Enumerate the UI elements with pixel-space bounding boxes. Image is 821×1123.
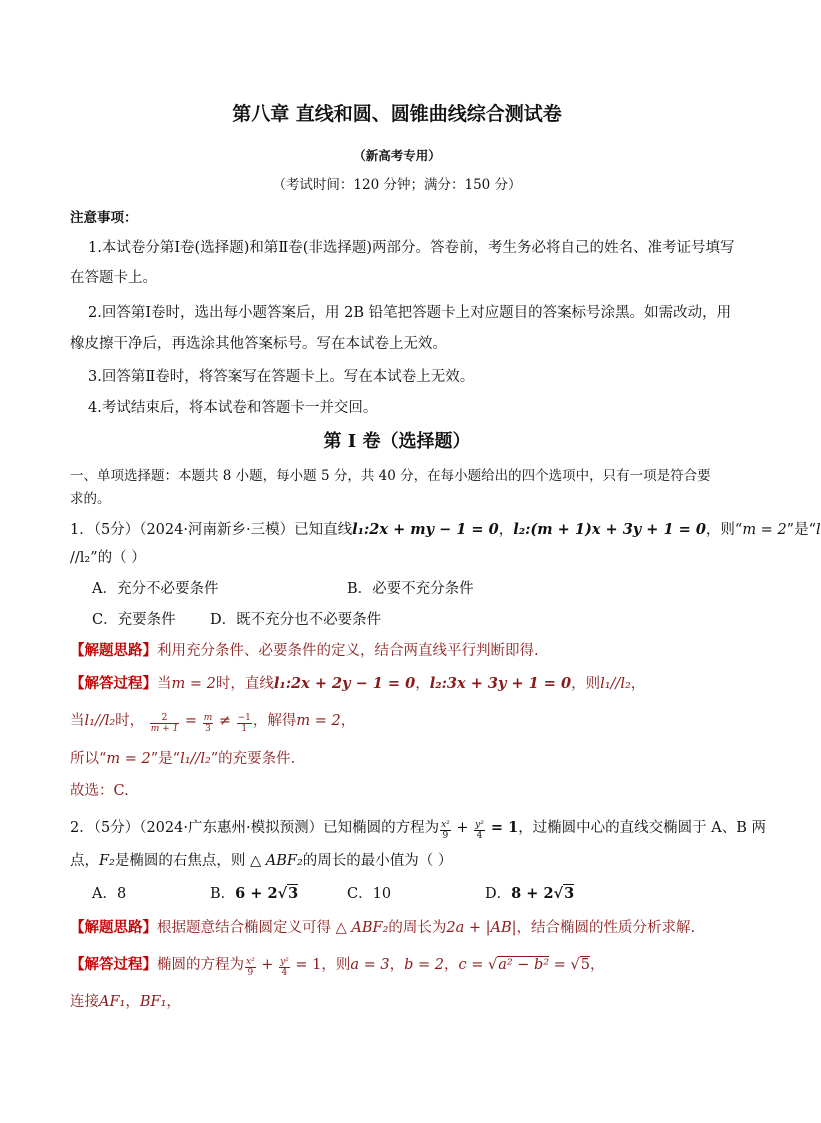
- numerator: m: [203, 713, 213, 723]
- fraction: [245, 957, 256, 978]
- text: 当: [70, 713, 85, 729]
- q1-mid: ，则“: [705, 522, 743, 538]
- section-instructions: 求的。: [70, 491, 111, 507]
- text: 连接: [70, 994, 99, 1010]
- fraction: [150, 713, 180, 734]
- notes-heading: 注意事项：: [70, 210, 138, 226]
- hint-text: 利用充分条件、必要条件的定义，结合两直线平行判断即得.: [157, 643, 539, 659]
- numerator: x²: [441, 820, 450, 830]
- option-c: C．充要条件: [92, 612, 176, 628]
- radicand: a² − b²: [498, 957, 550, 973]
- q2-hint: [70, 918, 734, 938]
- note-item: 1.本试卷分第Ⅰ卷(选择题)和第Ⅱ卷(非选择题)两部分。答卷前，考生务必将自己的姓名、准考证号填写: [88, 240, 735, 256]
- note-item: 4.考试结束后，将本试卷和答题卡一并交回。: [88, 400, 378, 416]
- q2-prefix: 2．（5分）（2024·广东惠州·模拟预测）已知椭圆的方程为: [70, 820, 440, 836]
- option-d-radicand: 3: [564, 885, 575, 902]
- math: BF₁: [139, 994, 167, 1010]
- text: ，则: [321, 957, 351, 973]
- question-2-stem-line2: [70, 851, 734, 871]
- text: ，: [443, 957, 459, 973]
- math: F₂: [99, 853, 115, 869]
- q1-sep: ，: [498, 522, 514, 538]
- text: 的周长的最小值为（ ）: [302, 853, 453, 869]
- text: ，: [389, 957, 405, 973]
- denominator: 9: [442, 831, 449, 841]
- math: l₁//l₂: [180, 751, 211, 767]
- numerator: y²: [475, 820, 484, 830]
- option-a: A．充分不必要条件: [92, 581, 219, 597]
- option-b-radicand: 3: [288, 885, 299, 902]
- text: ，: [125, 994, 140, 1010]
- math: b = 2: [404, 957, 444, 973]
- page-title: 第八章 直线和圆、圆锥曲线综合测试卷: [232, 103, 562, 125]
- q1-eq2: l₂:(m + 1)x + 3y + 1 = 0: [513, 521, 706, 538]
- q1-eq1: l₁:2x + my − 1 = 0: [352, 521, 499, 538]
- fraction: [440, 820, 451, 841]
- text: ”的充要条件.: [210, 751, 296, 767]
- math: a = 3: [350, 957, 390, 973]
- denominator: 4: [476, 831, 483, 841]
- text: 时，直线: [215, 676, 274, 692]
- text: = 1: [485, 819, 519, 836]
- math: ABF₂: [351, 920, 389, 936]
- q1-process-line1: [70, 674, 734, 694]
- fraction: [237, 713, 252, 734]
- text: =: [180, 713, 202, 729]
- text: +: [451, 820, 474, 836]
- fraction: [279, 957, 290, 978]
- exam-info: （考试时间：120 分钟；满分：150 分）: [272, 177, 522, 193]
- q1-process-line3: [70, 749, 734, 769]
- text: ，: [340, 713, 356, 729]
- section-instructions: 一、单项选择题：本题共 8 小题，每小题 5 分，共 40 分，在每小题给出的四个选项中，只有一项是符合要: [70, 468, 711, 484]
- math: l₁//l₂: [84, 713, 116, 729]
- denominator: 3: [205, 724, 211, 734]
- math: AF₁: [99, 994, 126, 1010]
- math: l₂:3x + 3y + 1 = 0: [429, 675, 572, 692]
- option-a: A．8: [92, 886, 127, 902]
- q2-suffix: ，过椭圆中心的直线交椭圆于 A、B 两: [518, 820, 767, 836]
- question-2-stem: [70, 818, 767, 841]
- option-d-value: 8 + 2: [511, 885, 554, 902]
- option-b-label: B．: [210, 886, 236, 902]
- note-item: 2.回答第Ⅰ卷时，选出每小题答案后，用 2B 铅笔把答题卡上对应题目的答案标号涂黑。如需改动，用: [88, 305, 732, 321]
- text: ，: [630, 676, 646, 692]
- denominator: 1: [241, 724, 248, 734]
- q2-process-line2: [70, 992, 734, 1012]
- text: ，解得: [252, 713, 297, 729]
- q1-hint: [70, 641, 734, 661]
- math: c =: [458, 957, 488, 973]
- option-b: B．必要不充分条件: [347, 581, 474, 597]
- q1-process-line2: [70, 711, 734, 734]
- fraction: [474, 820, 485, 841]
- text: ，结合椭圆的性质分析求解.: [516, 920, 696, 936]
- q1-cond: m = 2: [742, 522, 787, 538]
- denominator: 4: [281, 968, 288, 978]
- text: 根据题意结合椭圆定义可得 △: [157, 920, 352, 936]
- question-1-stem: [70, 520, 821, 540]
- text: ，: [415, 676, 430, 692]
- page-subtitle: （新高考专用）: [353, 148, 441, 163]
- math: m = 2: [171, 676, 216, 692]
- option-b-value: 6 + 2: [235, 885, 278, 902]
- note-item: 橡皮擦干净后，再选涂其他答案标号。写在本试卷上无效。: [70, 336, 447, 352]
- text: =: [549, 957, 571, 973]
- math: m = 2: [296, 713, 341, 729]
- math: 2a + |AB|: [446, 920, 517, 936]
- numerator: 2: [150, 713, 180, 724]
- text: 点，: [70, 853, 99, 869]
- option-d: D．8 + 2√3: [485, 885, 575, 902]
- radicand: 5: [580, 957, 591, 973]
- text: 的周长为: [388, 920, 447, 936]
- text: 当: [157, 676, 172, 692]
- math: ABF₂: [265, 853, 303, 869]
- hint-tag: 【解题思路】: [70, 919, 157, 936]
- note-item: 在答题卡上。: [70, 270, 157, 286]
- text: +: [256, 957, 279, 973]
- denominator: m + 1: [150, 724, 179, 734]
- text: ≠: [214, 713, 236, 729]
- text: 时，: [115, 713, 145, 729]
- option-d: D．既不充分也不必要条件: [210, 612, 382, 628]
- numerator: x²: [246, 957, 255, 967]
- fraction: [203, 713, 214, 734]
- note-item: 3.回答第Ⅱ卷时，将答案写在答题卡上。写在本试卷上无效。: [88, 369, 475, 385]
- q1-answer: 故选：C.: [70, 783, 129, 799]
- option-c: C．10: [347, 886, 392, 902]
- text: ，: [590, 957, 605, 973]
- math: l₁:2x + 2y − 1 = 0: [273, 675, 416, 692]
- q1-cond2: l: [816, 522, 821, 538]
- question-1-stem-line2: //l₂”的（ ）: [70, 550, 146, 566]
- option-d-label: D．: [485, 886, 512, 902]
- option-b: B．6 + 2√3: [210, 885, 299, 902]
- numerator: −1: [237, 713, 251, 723]
- text: ，: [166, 994, 181, 1010]
- process-tag: 【解答过程】: [70, 675, 157, 692]
- hint-tag: 【解题思路】: [70, 642, 157, 659]
- text: ”是“: [150, 751, 181, 767]
- numerator: y²: [280, 957, 289, 967]
- section-title: 第 I 卷（选择题）: [323, 431, 471, 452]
- q1-mid2: ”是“: [786, 522, 816, 538]
- process-tag: 【解答过程】: [70, 956, 157, 973]
- text: = 1: [290, 957, 322, 973]
- text: ，则: [571, 676, 601, 692]
- math: m = 2: [106, 751, 151, 767]
- text: 是椭圆的右焦点，则 △: [114, 853, 266, 869]
- math: l₁//l₂: [600, 676, 631, 692]
- q1-prefix: 1．（5分）（2024·河南新乡·三模）已知直线: [70, 522, 353, 538]
- text: 所以“: [70, 751, 107, 767]
- q2-process-line1: 【解答过程】椭圆的方程为 $\frac{\text{x²}}{9}$ + $\frac{\text{y²}}{4}$ = 1，则a = 3，b = 2，c = √a² − b² = √5，: [70, 956, 605, 978]
- text: 椭圆的方程为: [157, 957, 244, 973]
- denominator: 9: [247, 968, 254, 978]
